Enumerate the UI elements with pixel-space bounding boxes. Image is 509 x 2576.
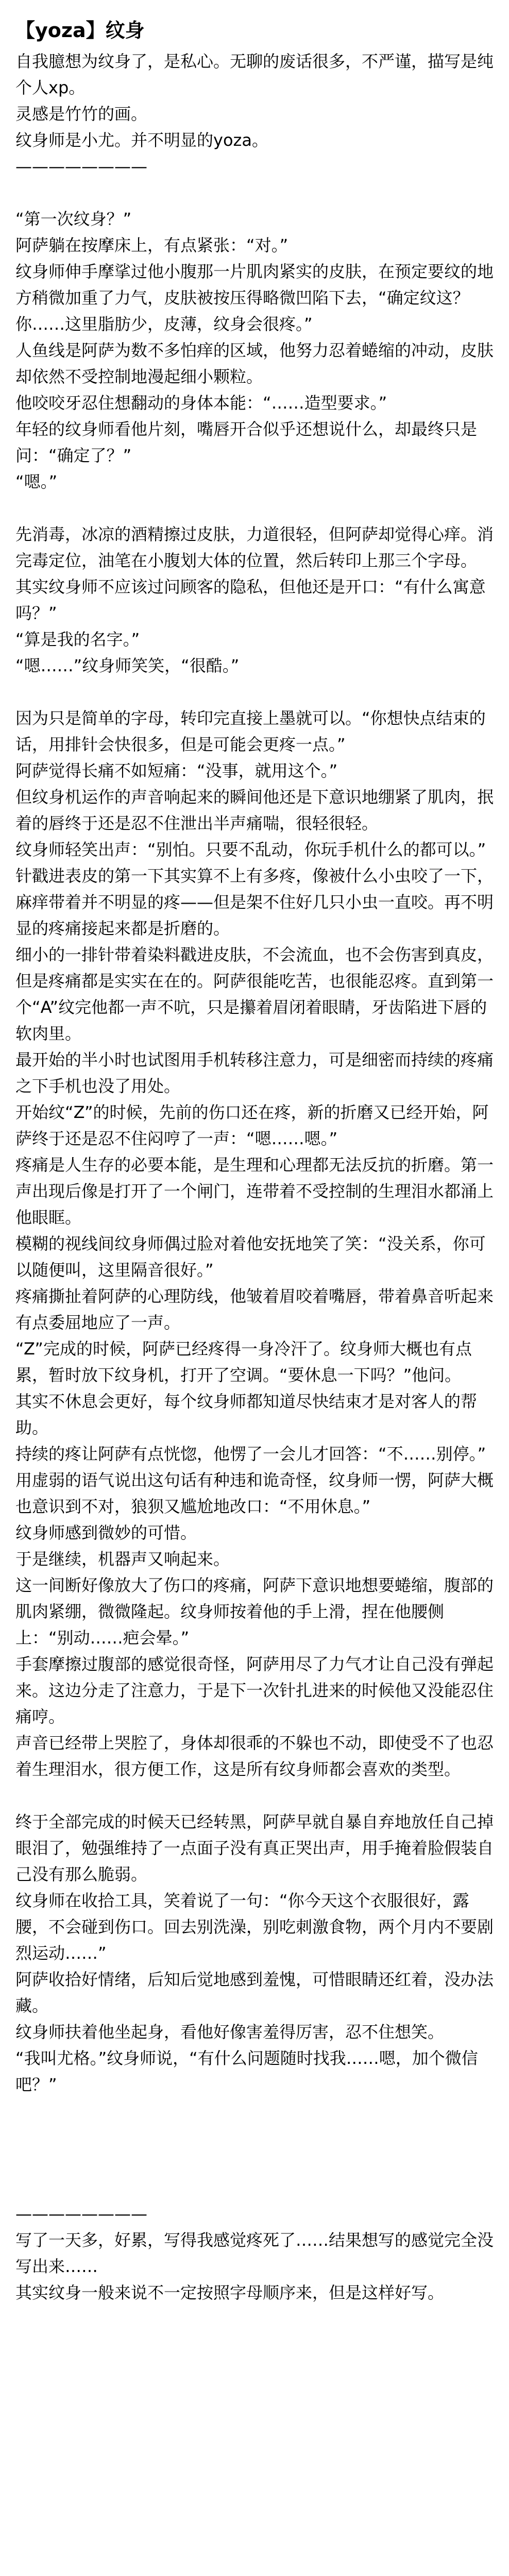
story-paragraph: 最开始的半小时也试图用手机转移注意力，可是细密而持续的疼痛之下手机也没了用处。 [15,1050,494,1096]
story-section-3 [15,705,494,1783]
intro-paragraph: 纹身师是小尤。并不明显的yoza。 [15,130,268,150]
post-title: 【yoza】纹身 [15,19,145,42]
story-paragraph: 纹身师感到微妙的可惜。 [15,1523,197,1543]
story-paragraph: 纹身师轻笑出声：“别怕。只要不乱动，你玩手机什么的都可以。” [15,840,486,859]
story-paragraph: 于是继续，机器声又响起来。 [15,1549,230,1569]
story-paragraph: 阿萨觉得长痛不如短痛：“没事，就用这个。” [15,761,338,781]
story-paragraph: 他咬咬牙忍住想翻动的身体本能：“……造型要求。” [15,393,387,413]
story-paragraph: 其实纹身师不应该过问顾客的隐私，但他还是开口：“有什么寓意吗？” [15,577,486,623]
story-paragraph: 因为只是简单的字母，转印完直接上墨就可以。“你想快点结束的话，用排针会快很多，但是可能会更疼一点。” [15,708,486,754]
story-paragraph: 阿萨收拾好情绪，后知后觉地感到羞愧，可惜眼睛还红着，没办法藏。 [15,1970,494,2015]
divider: ———————— [15,2204,147,2224]
story-paragraph: “我叫尤格。”纹身师说，“有什么问题随时找我……嗯，加个微信吧？” [15,2048,478,2094]
story-paragraph: “Z”完成的时候，阿萨已经疼得一身冷汗了。纹身师大概也有点累，暂时放下纹身机，打开了空调。“要休息一下吗？”他问。 [15,1339,472,1385]
intro-paragraph: 自我臆想为纹身了，是私心。无聊的废话很多，不严谨，描写是纯个人xp。 [15,52,494,97]
story-paragraph: “第一次纹身？” [15,209,132,229]
story-paragraph: “嗯。” [15,472,58,492]
story-paragraph: 模糊的视线间纹身师偶过脸对着他安抚地笑了笑：“没关系，你可以随便叫，这里隔音很好。” [15,1234,486,1280]
outro-paragraph: 写了一天多，好累，写得我感觉疼死了……结果想写的感觉完全没写出来…… [15,2230,494,2276]
story-paragraph: 纹身师在收拾工具，笑着说了一句：“你今天这个衣服很好，露腰，不会碰到伤口。回去别洗澡，别吃刺激食物，两个月内不要剧烈运动……” [15,1891,494,1963]
story-paragraph: 声音已经带上哭腔了，身体却很乖的不躲也不动，即使受不了也忍着生理泪水，很方便工作，这是所有纹身师都会喜欢的类型。 [15,1733,494,1779]
story-paragraph: 纹身师扶着他坐起身，看他好像害羞得厉害，忍不住想笑。 [15,2022,445,2042]
author-note [15,2227,494,2306]
story-paragraph: 细小的一排针带着染料戳进皮肤，不会流血，也不会伤害到真皮，但是疼痛都是实实在在的。阿萨很能吃苦，也很能忍疼。直到第一个“A”纹完他都一声不吭，只是攥着眉闭着眼睛，牙齿陷进下唇的软肉里。 [15,945,494,1043]
story-paragraph: 年轻的纹身师看他片刻，嘴唇开合似乎还想说什么，却最终只是问：“确定了？” [15,419,478,465]
story-paragraph: “嗯……”纹身师笑笑，“很酷。” [15,656,240,675]
story-paragraph: 持续的疼让阿萨有点恍惚，他愣了一会儿才回答：“不……别停。” [15,1444,486,1464]
story-paragraph: 疼痛是人生存的必要本能，是生理和心理都无法反抗的折磨。第一声出现后像是打开了一个闸门，连带着不受控制的生理泪水都涌上他眼眶。 [15,1155,494,1227]
story-section-4 [15,1809,494,2098]
story-paragraph: 阿萨躺在按摩床上，有点紧张：“对。” [15,235,289,255]
story-section-2 [15,521,494,679]
outro-paragraph: 其实纹身一般来说不一定按照字母顺序来，但是这样好写。 [15,2283,445,2302]
divider: ———————— [15,157,147,176]
story-paragraph: 先消毒，冰凉的酒精擦过皮肤，力道很轻，但阿萨却觉得心痒。消完毒定位，油笔在小腹划大体的位置，然后转印上那三个字母。 [15,524,494,570]
story-paragraph: 这一间断好像放大了伤口的疼痛，阿萨下意识地想要蜷缩，腹部的肌肉紧绷，微微隆起。纹身师按着他的手上滑，捏在他腰侧上：“别动……疤会晕。” [15,1575,494,1648]
story-section-1 [15,206,494,495]
story-paragraph: 针戳进表皮的第一下其实算不上有多疼，像被什么小虫咬了一下，麻痒带着并不明显的疼——但是架不住好几只小虫一直咬。再不明显的疼痛接起来都是折磨的。 [15,866,494,938]
story-paragraph: 但纹身机运作的声音响起来的瞬间他还是下意识地绷紧了肌肉，抿着的唇终于还是忍不住泄出半声痛喘，很轻很轻。 [15,787,494,833]
story-paragraph: 纹身师伸手摩挲过他小腹那一片肌肉紧实的皮肤，在预定要纹的地方稍微加重了力气，皮肤被按压得略微凹陷下去，“确定纹这？你……这里脂肪少，皮薄，纹身会很疼。” [15,262,494,334]
story-paragraph: 其实不休息会更好，每个纹身师都知道尽快结束才是对客人的帮助。 [15,1392,478,1437]
story-paragraph: 终于全部完成的时候天已经转黑，阿萨早就自暴自弃地放任自己掉眼泪了，勉强维持了一点面子没有真正哭出声，用手掩着脸假装自己没有那么脆弱。 [15,1812,494,1884]
story-paragraph: 疼痛撕扯着阿萨的心理防线，他皱着眉咬着嘴唇，带着鼻音听起来有点委屈地应了一声。 [15,1286,494,1332]
story-paragraph: “算是我的名字。” [15,630,140,649]
story-paragraph: 手套摩擦过腹部的感觉很奇怪，阿萨用尽了力气才让自己没有弹起来。这边分走了注意力，于是下一次针扎进来的时候他又没能忍住痛哼。 [15,1654,494,1726]
intro-paragraph: 灵感是竹竹的画。 [15,104,148,124]
intro-section [15,48,494,154]
story-paragraph: 开始纹“Z”的时候，先前的伤口还在疼，新的折磨又已经开始，阿萨终于还是忍不住闷哼了一声：“嗯……嗯。” [15,1103,489,1148]
story-paragraph: 人鱼线是阿萨为数不多怕痒的区域，他努力忍着蜷缩的冲动，皮肤却依然不受控制地漫起细小颗粒。 [15,341,494,386]
story-paragraph: 用虚弱的语气说出这句话有种违和诡奇怪，纹身师一愣，阿萨大概也意识到不对，狼狈又尴尬地改口：“不用休息。” [15,1470,494,1516]
